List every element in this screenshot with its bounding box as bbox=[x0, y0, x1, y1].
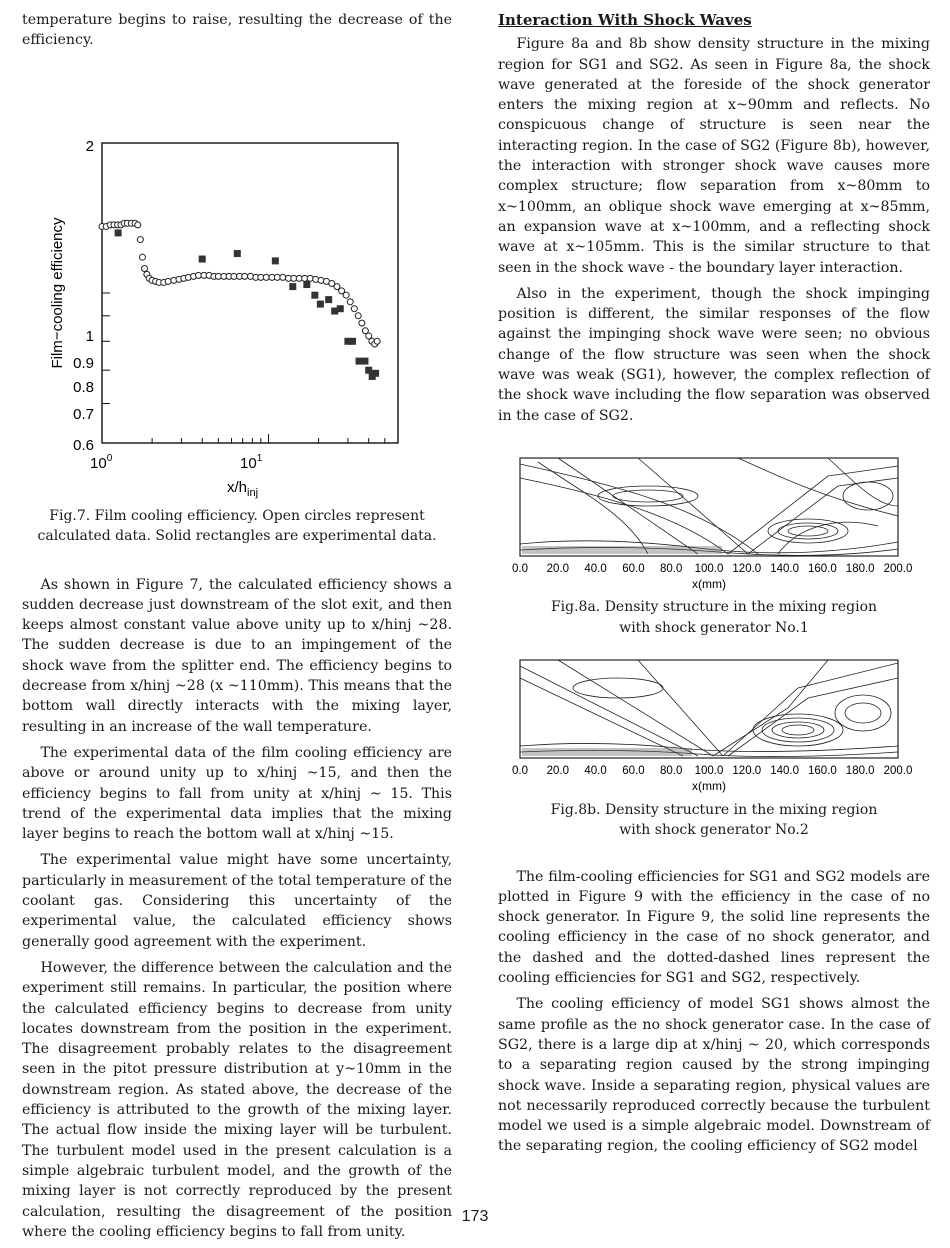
ytick-label: 1 bbox=[85, 327, 94, 345]
fig8-tick-label: 140.0 bbox=[770, 562, 799, 575]
calculated-point bbox=[347, 298, 353, 304]
fig8-tick-label: 200.0 bbox=[883, 765, 913, 778]
fig8b-contour-plot bbox=[498, 658, 930, 793]
section-heading: Interaction With Shock Waves bbox=[498, 11, 752, 29]
fig8-tick-label: 160.0 bbox=[808, 562, 837, 575]
fig8-tick-label: 60.0 bbox=[622, 562, 645, 575]
experimental-point bbox=[115, 229, 122, 236]
experimental-point bbox=[349, 337, 356, 344]
figure-8b bbox=[498, 658, 930, 799]
calculated-point bbox=[165, 278, 171, 284]
data-points bbox=[99, 220, 380, 380]
fig8a-caption-line: Fig.8a. Density structure in the mixing region bbox=[550, 599, 878, 616]
ytick-label: 0.6 bbox=[73, 436, 94, 454]
experimental-point bbox=[337, 305, 344, 312]
x-axis-label: $x/h_{inj}$ bbox=[227, 478, 259, 499]
experimental-point bbox=[372, 369, 379, 376]
left-paragraph: As shown in Figure 7, the calculated efficiency shows a sudden decrease just downstream of the slot exit, and then keeps almost constant value above unity up to x/hinj ~28. The sudden decrease is due to an impingement of the shock wave from the splitter end. The efficiency begins to decrease from x/hinj ~28 (x ~110mm). This means that the bottom wall directly interacts with the mixing layer, resulting in an increase of the wall temperature. bbox=[22, 576, 452, 735]
left-paragraph: The experimental value might have some uncertainty, particularly in measurement of the total temperature of the coolant gas. Considering this uncertainty of the experimental value, the calculated efficiency shows generally good agreement with the experiment. bbox=[22, 852, 452, 950]
experimental-point bbox=[325, 296, 332, 303]
plot-frame bbox=[102, 143, 398, 443]
experimental-point bbox=[234, 250, 241, 257]
experimental-point bbox=[311, 291, 318, 298]
fig8a-caption-line: with shock generator No.1 bbox=[619, 619, 809, 636]
fig8-tick-label: 80.0 bbox=[660, 765, 683, 778]
fig7-chart bbox=[22, 95, 452, 507]
calculated-point bbox=[355, 312, 361, 318]
left-paragraph: However, the difference between the calculation and the experiment still remains. In particular, the position where the calculated efficiency begins to decrease from unity locates downstream from the position in the experiment. The disagreement probably relates to the disagreement seen in the pitot pressure distribution at y~10mm in the downstream region. As stated above, the decrease of the efficiency is attributed to the growth of the mixing layer. The actual flow inside the mixing layer will be turbulent. The turbulent model used in the present calculation is a simple algebraic turbulent model, and the growth of the mixing layer is not correctly reproduced by the present calculation, resulting the disagreement of the position where the cooling efficiency begins to fall from unity. bbox=[22, 959, 452, 1240]
fig8-tick-label: 180.0 bbox=[845, 765, 875, 778]
ytick-label: 0.8 bbox=[73, 378, 94, 396]
calculated-point bbox=[135, 221, 141, 227]
fig8-tick-label: 100.0 bbox=[694, 765, 724, 778]
fig8-tick-label: 0.0 bbox=[512, 765, 528, 778]
calculated-point bbox=[137, 236, 143, 242]
fig8-tick-label: 80.0 bbox=[660, 562, 683, 575]
fig8a-xlabel: x(mm) bbox=[692, 576, 726, 591]
left-column bbox=[22, 10, 452, 1248]
calculated-point bbox=[359, 320, 365, 326]
figure-8a bbox=[498, 456, 930, 597]
fig8-tick-label: 120.0 bbox=[732, 562, 762, 575]
ytick-label: 2 bbox=[85, 137, 94, 155]
experimental-point bbox=[365, 366, 372, 373]
experimental-point bbox=[289, 283, 296, 290]
right-paragraph: Figure 8a and 8b show density structure in the mixing region for SG1 and SG2. As seen in Figure 8a, the shock wave generated at the foreside of the shock generator enters the mixing region at x~90mm and reflects. No conspicuous change of structure is seen near the interacting region. In the case of SG2 (Figure 8b), however, the interaction with stronger shock wave causes more complex structure; flow separation from x~80mm to x~100mm, an oblique shock wave emerging at x~85mm, an expansion wave at x~100mm, and a reflecting shock wave at x~105mm. This is the similar structure to that seen in the shock wave - the boundary layer interaction. bbox=[498, 36, 930, 276]
experimental-point bbox=[303, 281, 310, 288]
y-axis-label: Film−cooling efficiency bbox=[49, 217, 66, 369]
right-column bbox=[498, 10, 930, 1163]
fig8a-axis-ticks bbox=[512, 563, 912, 575]
fig8-tick-label: 20.0 bbox=[546, 562, 569, 575]
fig8-tick-label: 40.0 bbox=[584, 765, 607, 778]
fig8a-contour-plot bbox=[498, 456, 930, 591]
fig8-tick-label: 200.0 bbox=[883, 562, 913, 575]
fig8-tick-label: 40.0 bbox=[584, 562, 607, 575]
experimental-point bbox=[199, 255, 206, 262]
calculated-point bbox=[139, 254, 145, 260]
experimental-point bbox=[272, 257, 279, 264]
right-paragraph: The cooling efficiency of model SG1 shows almost the same profile as the no shock generator case. In the case of SG2, there is a large dip at x/hinj ~ 20, which corresponds to a separating region caused by the strong impinging shock wave. Inside a separating region, physical values are not necessarily reproduced correctly because the turbulent model we used is a simple algebraic model. Downstream of the separating region, the cooling efficiency of SG2 model bbox=[498, 996, 930, 1155]
fig8b-caption bbox=[498, 800, 930, 841]
fig8-tick-label: 120.0 bbox=[732, 765, 762, 778]
calculated-point bbox=[242, 273, 248, 279]
right-paragraph: The film-cooling efficiencies for SG1 and SG2 models are plotted in Figure 9 with the efficiency in the case of no shock generator. In Figure 9, the solid line represents the cooling efficiency in the case of no shock generator, and the dashed and the dotted-dashed lines represent the cooling efficiencies for SG1 and SG2, respectively. bbox=[498, 868, 930, 987]
fig8b-axis-ticks bbox=[512, 765, 912, 777]
fig8-tick-label: 180.0 bbox=[845, 562, 875, 575]
fig8-tick-label: 60.0 bbox=[622, 765, 645, 778]
fig8a-caption bbox=[498, 597, 930, 638]
fig8b-caption-line: Fig.8b. Density structure in the mixing region bbox=[550, 801, 878, 818]
fig8-tick-label: 140.0 bbox=[770, 765, 799, 778]
fig8b-xlabel: x(mm) bbox=[692, 779, 726, 794]
figure-7 bbox=[22, 95, 452, 510]
calculated-point bbox=[141, 265, 147, 271]
fig8-tick-label: 100.0 bbox=[694, 562, 724, 575]
calculated-point bbox=[351, 305, 357, 311]
left-paragraph: The experimental data of the film cooling efficiency are above or around unity up to x/hinj ~15, and then the efficiency begins to fall from unity at x/hinj ~ 15. This trend of the experimental data implies that the mixing layer begins to reach the bottom wall at x/hinj ~15. bbox=[22, 744, 452, 843]
xtick-label: $10^1$ bbox=[240, 452, 263, 472]
calculated-point bbox=[307, 275, 313, 281]
fig8-tick-label: 20.0 bbox=[546, 765, 569, 778]
fig7-caption-line: calculated data. Solid rectangles are experimental data. bbox=[37, 528, 437, 545]
ytick-label: 0.7 bbox=[73, 405, 94, 423]
fig8b-caption-line: with shock generator No.2 bbox=[619, 822, 809, 839]
fig7-caption-line: Fig.7. Film cooling efficiency. Open circles represent bbox=[49, 507, 425, 524]
right-paragraph: Also in the experiment, though the shock impinging position is different, the similar responses of the flow against the impinging shock wave were seen; no obvious change of the flow structure was seen when the shock wave was weak (SG1), however, the complex reflection of the shock wave including the flow separation was observed in the case of SG2. bbox=[498, 285, 930, 424]
experimental-point bbox=[361, 357, 368, 364]
calculated-point bbox=[263, 274, 269, 280]
intro-paragraph: temperature begins to raise, resulting the decrease of the efficiency. bbox=[22, 12, 452, 49]
calculated-point bbox=[343, 292, 349, 298]
experimental-point bbox=[317, 300, 324, 307]
fig7-caption bbox=[22, 506, 452, 547]
ytick-label: 0.9 bbox=[73, 354, 94, 372]
calculated-point bbox=[231, 273, 237, 279]
calculated-point bbox=[374, 338, 380, 344]
fig8-tick-label: 0.0 bbox=[512, 562, 528, 575]
xtick-label: $10^0$ bbox=[90, 452, 113, 472]
fig8-tick-label: 160.0 bbox=[808, 765, 837, 778]
calculated-point bbox=[280, 274, 286, 280]
page-number: 173 bbox=[461, 1208, 489, 1225]
